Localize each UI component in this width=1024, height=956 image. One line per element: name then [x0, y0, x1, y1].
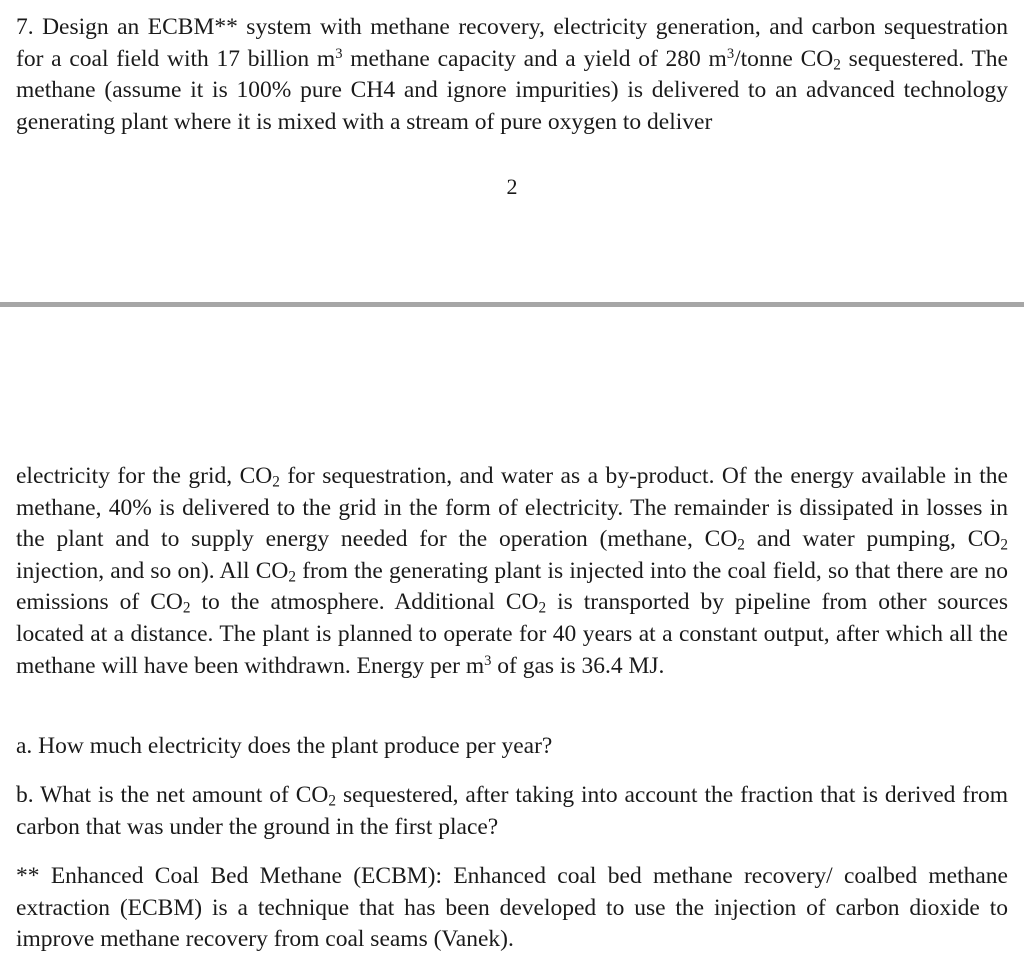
subscript-2: 2 — [737, 536, 745, 554]
continuation-text-1: electricity for the grid, CO — [16, 463, 273, 489]
problem-7-text-2: methane capacity and a yield of 280 m — [342, 45, 727, 72]
problem-7-text-4: sequestered. The methane (assume it is 100% pure CH4 and ignore impurities) is delivered to an advanced technology generating plant where it is mixed with a stream of pure oxygen to deliver — [16, 45, 1008, 135]
subscript-2: 2 — [288, 568, 297, 586]
question-b — [16, 780, 1008, 843]
subscript-2: 2 — [538, 599, 547, 617]
superscript-3: 3 — [335, 45, 343, 62]
continuation-text-4: injection, and so on). All CO — [16, 557, 289, 584]
page-number: 2 — [506, 174, 518, 199]
subscript-2: 2 — [272, 473, 280, 491]
question-a: a. How much electricity does the plant produce per year? — [16, 733, 553, 759]
continuation-text-5: from the generating plant is injected into the coal field, so that there are no emissions of CO — [16, 557, 1008, 616]
subscript-2: 2 — [1000, 536, 1008, 554]
question-b-text-2: sequestered, after taking into account the fraction that is derived from carbon that was under the ground in the first place? — [16, 782, 1008, 840]
problem-7-intro — [16, 12, 1008, 138]
continuation-text-2: for sequestration, and water as a by-product. Of the energy available in the methane, 40% is delivered to the grid in the form of electricity. The remainder is dissipated in losses in the plant and to supply energy needed for the operation (methane, CO — [16, 463, 1008, 553]
problem-7-text-1: 7. Design an ECBM** system with methane recovery, electricity generation, and carbon sequestration for a coal field with 17 billion m — [16, 14, 1008, 72]
subscript-2: 2 — [182, 599, 191, 617]
problem-7-text-3: /tonne CO — [734, 45, 834, 72]
continuation-text-6: to the atmosphere. Additional CO — [190, 589, 539, 616]
continuation-text-7: is transported by pipeline from other sources located at a distance. The plant is planned to operate for 40 years at a constant output, after which all the methane will have been withdrawn. Energy per m — [16, 589, 1008, 679]
subscript-2: 2 — [328, 792, 337, 810]
subscript-2: 2 — [833, 55, 841, 73]
page-divider — [0, 302, 1024, 307]
continuation-text-8: of gas is 36.4 MJ. — [491, 652, 665, 679]
question-b-text-1: b. What is the net amount of CO — [16, 782, 329, 808]
superscript-3: 3 — [726, 45, 735, 62]
continuation-text-3: and water pumping, CO — [744, 526, 1001, 553]
superscript-3: 3 — [484, 652, 492, 669]
problem-7-continuation — [16, 461, 1008, 682]
footnote-ecbm: ** Enhanced Coal Bed Methane (ECBM): Enhanced coal bed methane recovery/ coalbed methane extraction (ECBM) is a technique that has been developed to use the injection of carbon dioxide to improve methane recovery from coal seams (Vanek). — [16, 863, 1008, 953]
